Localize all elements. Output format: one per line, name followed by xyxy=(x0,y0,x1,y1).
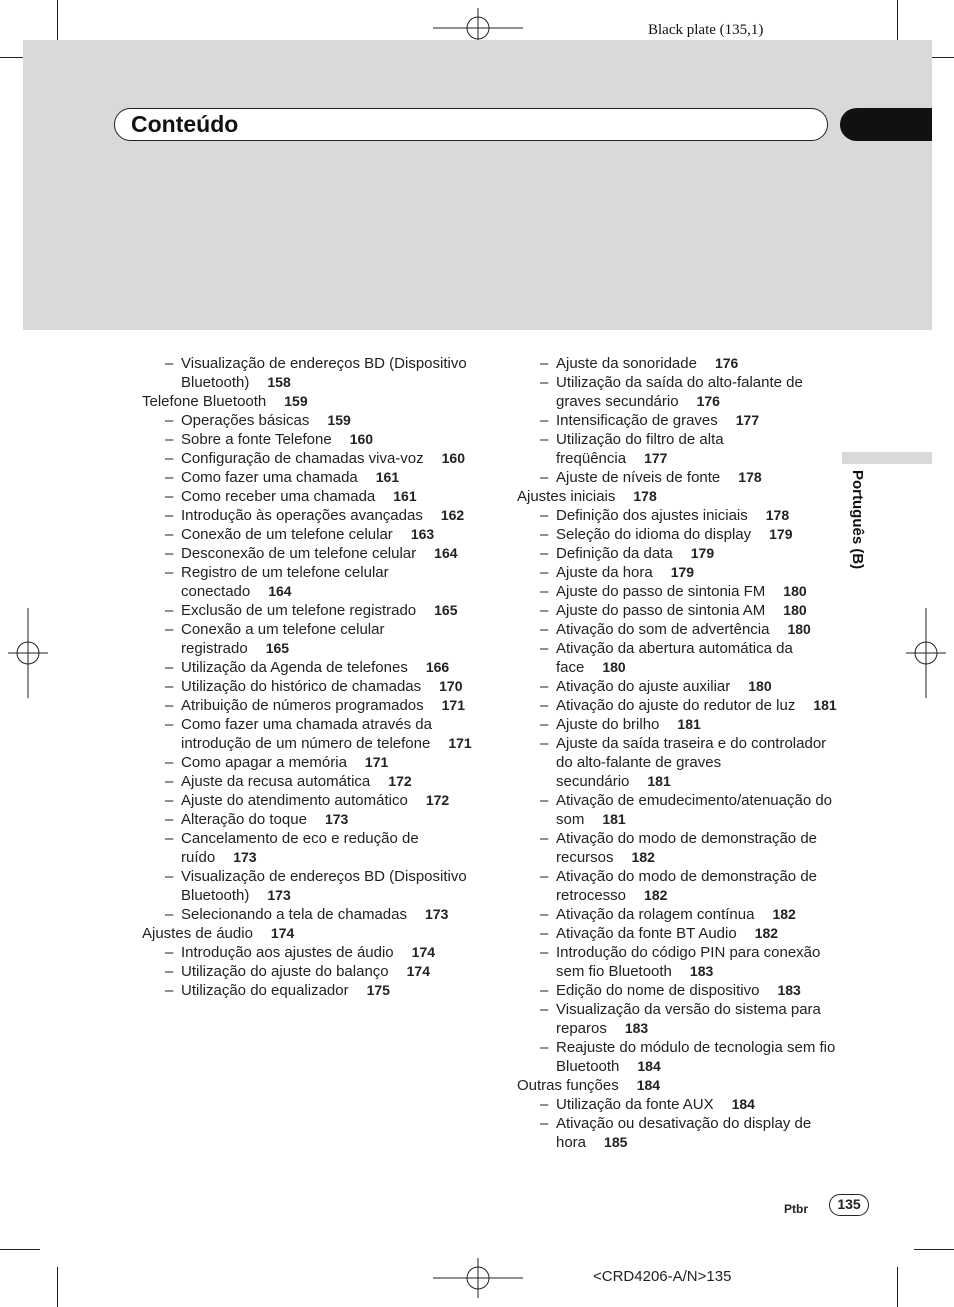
toc-entry[interactable] xyxy=(517,867,837,905)
toc-page-number: 159 xyxy=(327,412,351,428)
language-code: Ptbr xyxy=(784,1202,808,1216)
registration-mark xyxy=(433,1258,523,1298)
toc-entry-text: Visualização da versão do sistema para reparos xyxy=(556,1001,821,1037)
toc-entry[interactable] xyxy=(517,1038,837,1076)
toc-page-number: 182 xyxy=(772,906,796,922)
crop-mark xyxy=(57,0,58,40)
toc-page-number: 180 xyxy=(602,659,626,675)
toc-page-number: 184 xyxy=(731,1096,755,1112)
registration-mark xyxy=(8,608,48,698)
registration-mark xyxy=(906,608,946,698)
toc-page-number: 180 xyxy=(748,678,772,694)
plate-label: Black plate (135,1) xyxy=(648,22,764,38)
toc-entry-text: Utilização do filtro de alta freqüência xyxy=(556,431,724,467)
toc-page-number: 160 xyxy=(441,450,465,466)
toc-entry-text: Conexão a um telefone celular registrado xyxy=(181,621,385,657)
toc-entry[interactable] xyxy=(517,639,837,677)
page-title: Conteúdo xyxy=(131,111,239,137)
toc-entry-text: Ativação do modo de demonstração de retrocesso xyxy=(556,868,817,904)
toc-page-number: 164 xyxy=(434,545,458,561)
toc-entry[interactable] xyxy=(142,620,482,658)
toc-entry[interactable] xyxy=(517,924,837,943)
toc-entry[interactable] xyxy=(142,563,482,601)
toc-entry-text: Utilização do ajuste do balanço xyxy=(181,963,389,980)
toc-page-number: 180 xyxy=(787,621,811,637)
toc-entry-text: Configuração de chamadas viva-voz xyxy=(181,450,424,467)
toc-page-number: 160 xyxy=(349,431,374,447)
toc-entry[interactable] xyxy=(517,411,837,430)
toc-entry-text: Ajuste do passo de sintonia AM xyxy=(556,602,766,619)
toc-section[interactable] xyxy=(142,924,482,943)
toc-page-number: 165 xyxy=(265,640,290,656)
toc-entry[interactable] xyxy=(142,506,482,525)
crop-mark xyxy=(914,1249,954,1250)
page-number: 135 xyxy=(829,1194,869,1216)
toc-entry-text: Ajuste da sonoridade xyxy=(556,355,697,372)
toc-entry[interactable] xyxy=(517,601,837,620)
toc-entry[interactable] xyxy=(517,734,837,791)
toc-entry-text: Introdução do código PIN para conexão sem fio Bluetooth xyxy=(556,944,821,980)
toc-page-number: 181 xyxy=(677,716,701,732)
toc-entry-text: Como apagar a memória xyxy=(181,754,347,771)
toc-entry-text: Utilização da fonte AUX xyxy=(556,1096,714,1113)
toc-entry-text: Introdução às operações avançadas xyxy=(181,507,423,524)
toc-entry[interactable] xyxy=(517,943,837,981)
toc-entry[interactable] xyxy=(142,791,482,810)
toc-page-number: 161 xyxy=(393,488,417,504)
toc-entry[interactable] xyxy=(142,829,482,867)
toc-entry[interactable] xyxy=(517,829,837,867)
toc-entry[interactable] xyxy=(517,354,837,373)
toc-page-number: 184 xyxy=(637,1058,661,1074)
toc-entry-text: Atribuição de números programados xyxy=(181,697,424,714)
crop-mark xyxy=(897,1267,898,1307)
toc-entry[interactable] xyxy=(517,905,837,924)
toc-entry[interactable] xyxy=(142,867,482,905)
toc-page-number: 174 xyxy=(406,963,430,979)
toc-section[interactable] xyxy=(517,1076,837,1095)
toc-page-number: 162 xyxy=(440,507,465,523)
toc-entry-text: Ativação do ajuste do redutor de luz xyxy=(556,697,796,714)
toc-entry-text: Ativação do modo de demonstração de recursos xyxy=(556,830,817,866)
toc-entry[interactable] xyxy=(142,468,482,487)
toc-entry[interactable] xyxy=(517,525,837,544)
crop-mark xyxy=(0,1249,40,1250)
toc-entry[interactable] xyxy=(517,582,837,601)
toc-entry-text: Ajuste do brilho xyxy=(556,716,660,733)
toc-entry[interactable] xyxy=(142,430,482,449)
toc-entry[interactable] xyxy=(517,544,837,563)
toc-entry[interactable] xyxy=(142,525,482,544)
toc-entry-text: Ajuste da saída traseira e do controlador do alto-falante de graves secundário xyxy=(556,735,827,790)
toc-entry[interactable] xyxy=(142,354,482,392)
toc-entry-text: Ativação do ajuste auxiliar xyxy=(556,678,731,695)
header-band xyxy=(23,40,932,330)
toc-page-number: 180 xyxy=(783,602,807,618)
toc-entry[interactable] xyxy=(517,715,837,734)
toc-page-number: 181 xyxy=(602,811,626,827)
toc-entry[interactable] xyxy=(142,449,482,468)
toc-entry-text: Telefone Bluetooth xyxy=(142,393,267,410)
toc-page-number: 179 xyxy=(690,545,715,561)
toc-entry[interactable] xyxy=(142,905,482,924)
toc-page-number: 171 xyxy=(364,754,389,770)
toc-entry[interactable] xyxy=(517,563,837,582)
toc-entry-text: Exclusão de um telefone registrado xyxy=(181,602,417,619)
toc-entry-text: Reajuste do módulo de tecnologia sem fio Bluetooth xyxy=(556,1039,836,1075)
toc-entry-text: Como receber uma chamada xyxy=(181,488,376,505)
toc-page-number: 170 xyxy=(439,678,463,694)
toc-entry-text: Ajuste da hora xyxy=(556,564,653,581)
toc-entry-text: Conexão de um telefone celular xyxy=(181,526,393,543)
toc-page-number: 163 xyxy=(410,526,435,542)
toc-page-number: 173 xyxy=(324,811,349,827)
toc-page-number: 174 xyxy=(411,944,436,960)
toc-page-number: 183 xyxy=(624,1020,649,1036)
toc-page-number: 183 xyxy=(777,982,801,998)
crop-mark xyxy=(897,0,898,40)
toc-page-number: 180 xyxy=(783,583,807,599)
toc-page-number: 183 xyxy=(689,963,714,979)
toc-page-number: 173 xyxy=(233,849,257,865)
toc-page-number: 172 xyxy=(425,792,450,808)
toc-entry[interactable] xyxy=(142,772,482,791)
toc-page-number: 177 xyxy=(735,412,760,428)
toc-entry-text: Cancelamento de eco e redução de ruído xyxy=(181,830,419,866)
toc-entry-text: Ativação da abertura automática da face xyxy=(556,640,793,676)
header-tab xyxy=(840,108,932,141)
toc-page-number: 181 xyxy=(813,697,837,713)
toc-entry[interactable] xyxy=(142,696,482,715)
toc-page-number: 173 xyxy=(425,906,449,922)
toc-entry[interactable] xyxy=(142,943,482,962)
toc-entry-text: Ativação de emudecimento/atenuação do som xyxy=(556,792,833,828)
language-tab-bar xyxy=(842,452,932,464)
toc-entry-text: Ajustes iniciais xyxy=(517,488,616,505)
toc-page-number: 173 xyxy=(267,887,291,903)
toc-entry[interactable] xyxy=(517,696,837,715)
toc-page-number: 182 xyxy=(644,887,668,903)
toc-page-number: 171 xyxy=(441,697,465,713)
toc-entry[interactable] xyxy=(142,544,482,563)
toc-entry[interactable] xyxy=(142,981,482,1000)
document-code: <CRD4206-A/N>135 xyxy=(593,1268,732,1285)
toc-entry[interactable] xyxy=(142,658,482,677)
toc-page-number: 179 xyxy=(670,564,695,580)
toc-page-number: 179 xyxy=(769,526,793,542)
toc-entry[interactable] xyxy=(142,962,482,981)
toc-entry-text: Utilização da saída do alto-falante de graves secundário xyxy=(556,374,803,410)
toc-page-number: 184 xyxy=(636,1077,661,1093)
toc-entry-text: Intensificação de graves xyxy=(556,412,718,429)
toc-entry-text: Como fazer uma chamada através da introdução de um número de telefone xyxy=(181,716,432,752)
crop-mark xyxy=(57,1267,58,1307)
toc-entry[interactable] xyxy=(142,601,482,620)
toc-entry[interactable] xyxy=(517,791,837,829)
toc-section[interactable] xyxy=(517,487,837,506)
toc-entry-text: Operações básicas xyxy=(181,412,310,429)
toc-entry-text: Ajuste da recusa automática xyxy=(181,773,371,790)
toc-entry-text: Utilização do equalizador xyxy=(181,982,349,999)
toc-entry[interactable] xyxy=(517,468,837,487)
toc-entry-text: Edição do nome de dispositivo xyxy=(556,982,760,999)
toc-entry[interactable] xyxy=(517,677,837,696)
toc-page-number: 175 xyxy=(366,982,390,998)
toc-page-number: 178 xyxy=(765,507,790,523)
toc-page-number: 178 xyxy=(738,469,762,485)
toc-page-number: 165 xyxy=(434,602,458,618)
toc-entry-text: Outras funções xyxy=(517,1077,619,1094)
toc-entry-text: Visualização de endereços BD (Dispositivo Bluetooth) xyxy=(181,355,467,391)
toc-page-number: 176 xyxy=(696,393,720,409)
toc-entry-text: Visualização de endereços BD (Dispositivo Bluetooth) xyxy=(181,868,467,904)
toc-page-number: 176 xyxy=(714,355,739,371)
toc-entry-text: Ativação ou desativação do display de hora xyxy=(556,1115,812,1151)
toc-entry-text: Utilização do histórico de chamadas xyxy=(181,678,422,695)
toc-entry[interactable] xyxy=(517,981,837,1000)
toc-entry-text: Ativação da rolagem contínua xyxy=(556,906,755,923)
toc-page-number: 161 xyxy=(375,469,400,485)
toc-page-number: 177 xyxy=(644,450,668,466)
toc-section[interactable] xyxy=(142,392,482,411)
toc-page-number: 166 xyxy=(425,659,450,675)
title-box xyxy=(114,108,828,141)
toc-page-number: 182 xyxy=(631,849,655,865)
toc-page-number: 174 xyxy=(270,925,295,941)
toc-entry[interactable] xyxy=(517,373,837,411)
toc-column-right xyxy=(517,354,837,1152)
toc-entry[interactable] xyxy=(142,487,482,506)
toc-entry[interactable] xyxy=(142,753,482,772)
toc-page-number: 178 xyxy=(633,488,657,504)
toc-entry-text: Selecionando a tela de chamadas xyxy=(181,906,407,923)
toc-entry-text: Introdução aos ajustes de áudio xyxy=(181,944,394,961)
toc-page-number: 172 xyxy=(388,773,412,789)
toc-entry-text: Ativação da fonte BT Audio xyxy=(556,925,737,942)
toc-entry[interactable] xyxy=(142,715,482,753)
toc-entry-text: Ajustes de áudio xyxy=(142,925,253,942)
toc-entry-text: Ajuste do atendimento automático xyxy=(181,792,408,809)
toc-page-number: 182 xyxy=(754,925,779,941)
toc-entry[interactable] xyxy=(517,430,837,468)
toc-entry-text: Definição da data xyxy=(556,545,673,562)
toc-entry[interactable] xyxy=(517,506,837,525)
toc-page-number: 159 xyxy=(284,393,308,409)
toc-page-number: 181 xyxy=(647,773,671,789)
toc-entry-text: Utilização da Agenda de telefones xyxy=(181,659,408,676)
toc-entry[interactable] xyxy=(517,1114,837,1152)
language-tab: Português (B) xyxy=(849,470,866,570)
toc-entry[interactable] xyxy=(142,411,482,430)
toc-entry-text: Sobre a fonte Telefone xyxy=(181,431,332,448)
toc-page-number: 164 xyxy=(268,583,292,599)
toc-entry-text: Ajuste do passo de sintonia FM xyxy=(556,583,766,600)
toc-entry-text: Registro de um telefone celular conectado xyxy=(181,564,389,600)
toc-entry-text: Seleção do idioma do display xyxy=(556,526,752,543)
toc-column-left xyxy=(142,354,482,1000)
toc-entry-text: Alteração do toque xyxy=(181,811,307,828)
toc-entry[interactable] xyxy=(142,810,482,829)
toc-entry[interactable] xyxy=(517,620,837,639)
toc-entry-text: Desconexão de um telefone celular xyxy=(181,545,417,562)
toc-entry-text: Ativação do som de advertência xyxy=(556,621,770,638)
toc-entry-text: Ajuste de níveis de fonte xyxy=(556,469,721,486)
toc-page-number: 171 xyxy=(448,735,472,751)
toc-page-number: 158 xyxy=(267,374,291,390)
toc-entry[interactable] xyxy=(142,677,482,696)
toc-entry[interactable] xyxy=(517,1095,837,1114)
toc-entry-text: Como fazer uma chamada xyxy=(181,469,358,486)
toc-entry[interactable] xyxy=(517,1000,837,1038)
toc-page-number: 185 xyxy=(604,1134,628,1150)
toc-entry-text: Definição dos ajustes iniciais xyxy=(556,507,748,524)
